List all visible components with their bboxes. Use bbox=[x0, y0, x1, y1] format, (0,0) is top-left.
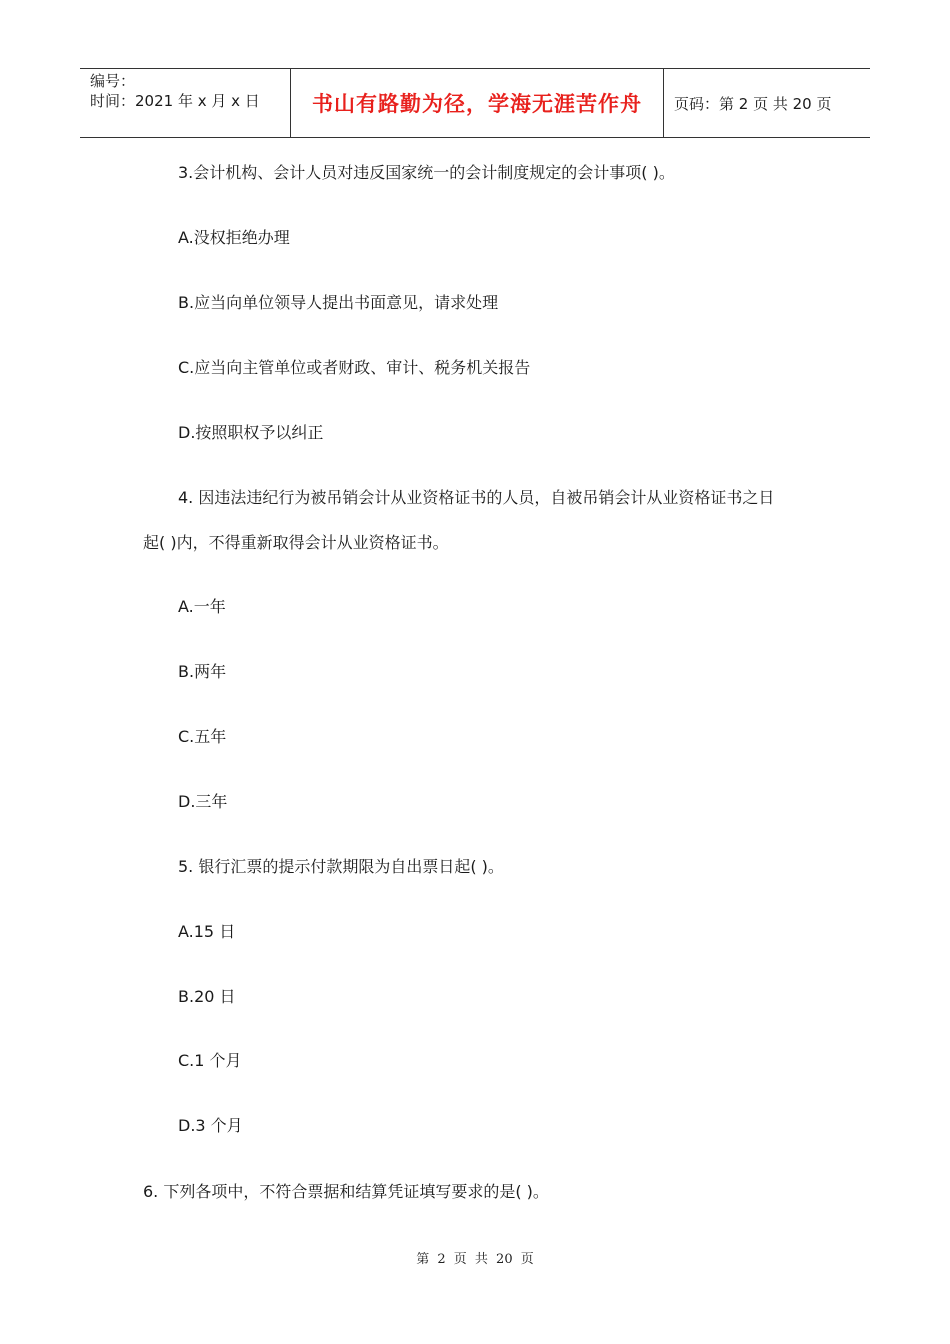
q4-option-d: D.三年 bbox=[178, 792, 228, 811]
q5-option-c: C.1 个月 bbox=[178, 1051, 242, 1070]
q5-option-d: D.3 个月 bbox=[178, 1116, 243, 1135]
q3-option-b: B.应当向单位领导人提出书面意见，请求处理 bbox=[178, 293, 499, 312]
document-date: 时间：2021 年 x 月 x 日 bbox=[90, 92, 260, 110]
question-3: 3.会计机构、会计人员对违反国家统一的会计制度规定的会计事项( )。 bbox=[178, 163, 675, 182]
q5-option-b: B.20 日 bbox=[178, 987, 236, 1006]
header-motto-cell bbox=[291, 69, 664, 137]
q4-option-c: C.五年 bbox=[178, 727, 227, 746]
document-number-label: 编号： bbox=[90, 72, 136, 90]
page-footer: 第 2 页 共 20 页 bbox=[416, 1252, 534, 1267]
q3-option-a: A.没权拒绝办理 bbox=[178, 228, 290, 247]
question-6: 6. 下列各项中，不符合票据和结算凭证填写要求的是( )。 bbox=[143, 1182, 549, 1201]
q4-option-a: A.一年 bbox=[178, 597, 226, 616]
page-header bbox=[80, 68, 870, 138]
question-4-line-1: 4. 因违法违纪行为被吊销会计从业资格证书的人员，自被吊销会计从业资格证书之日 bbox=[178, 488, 775, 507]
q3-option-c: C.应当向主管单位或者财政、审计、税务机关报告 bbox=[178, 358, 531, 377]
header-motto: 书山有路勤为径，学海无涯苦作舟 bbox=[312, 91, 642, 116]
q5-option-a: A.15 日 bbox=[178, 922, 236, 941]
question-4-line-2: 起( )内，不得重新取得会计从业资格证书。 bbox=[143, 533, 449, 552]
question-5: 5. 银行汇票的提示付款期限为自出票日起( )。 bbox=[178, 857, 504, 876]
q4-option-b: B.两年 bbox=[178, 662, 227, 681]
q3-option-d: D.按照职权予以纠正 bbox=[178, 423, 324, 442]
header-page-info: 页码：第 2 页 共 20 页 bbox=[674, 94, 832, 113]
header-meta bbox=[80, 69, 291, 137]
